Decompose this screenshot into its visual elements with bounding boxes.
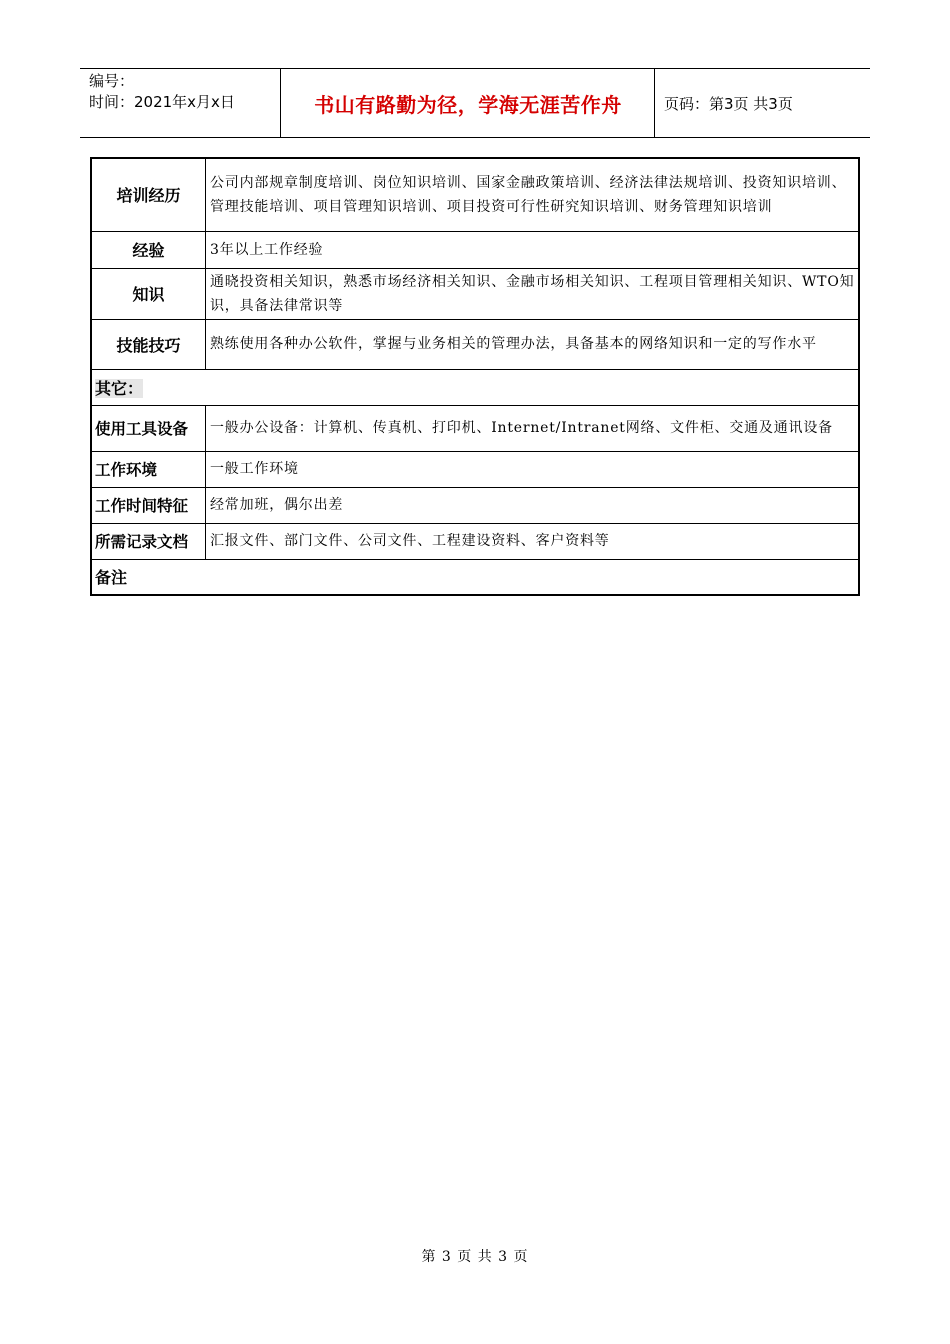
table-row [91, 231, 859, 268]
row-value-skills: 熟练使用各种办公软件，掌握与业务相关的管理办法，具备基本的网络知识和一定的写作水平 [206, 319, 860, 369]
job-description-table [90, 157, 860, 596]
table-row [91, 559, 859, 595]
header-motto: 书山有路勤为径，学海无涯苦作舟 [282, 69, 655, 137]
row-label-work-time: 工作时间特征 [91, 487, 206, 523]
row-value-work-time: 经常加班，偶尔出差 [206, 487, 860, 523]
row-label-experience: 经验 [91, 231, 206, 268]
time-label: 时间：2021年x月x日 [89, 93, 235, 111]
table-row [91, 405, 859, 451]
table-row [91, 523, 859, 559]
header-page-info: 页码：第3页 共3页 [664, 94, 793, 113]
row-label-training: 培训经历 [91, 158, 206, 231]
row-label-knowledge: 知识 [91, 268, 206, 319]
row-label-environment: 工作环境 [91, 451, 206, 487]
row-label-skills: 技能技巧 [91, 319, 206, 369]
table-row [91, 268, 859, 319]
row-value-experience: 3年以上工作经验 [206, 231, 860, 268]
row-value-tools: 一般办公设备：计算机、传真机、打印机、Internet/Intranet网络、文件柜、交通及通讯设备 [206, 405, 860, 451]
table-row [91, 319, 859, 369]
remarks-title: 备注 [91, 559, 859, 595]
page-header [80, 68, 870, 138]
header-meta [80, 69, 281, 137]
row-value-environment: 一般工作环境 [206, 451, 860, 487]
row-value-knowledge: 通晓投资相关知识，熟悉市场经济相关知识、金融市场相关知识、工程项目管理相关知识、WTO知识，具备法律常识等 [206, 268, 860, 319]
row-label-documents: 所需记录文档 [91, 523, 206, 559]
other-section-label: 其它： [95, 378, 144, 398]
table-row [91, 451, 859, 487]
table-row [91, 487, 859, 523]
row-value-training: 公司内部规章制度培训、岗位知识培训、国家金融政策培训、经济法律法规培训、投资知识培训、管理技能培训、项目管理知识培训、项目投资可行性研究知识培训、财务管理知识培训 [206, 158, 860, 231]
table-row [91, 158, 859, 231]
other-section-title [91, 369, 859, 405]
number-label: 编号： [89, 72, 135, 90]
row-label-tools: 使用工具设备 [91, 405, 206, 451]
page-footer: 第 3 页 共 3 页 [421, 1249, 529, 1265]
table-row [91, 369, 859, 405]
row-value-documents: 汇报文件、部门文件、公司文件、工程建设资料、客户资料等 [206, 523, 860, 559]
